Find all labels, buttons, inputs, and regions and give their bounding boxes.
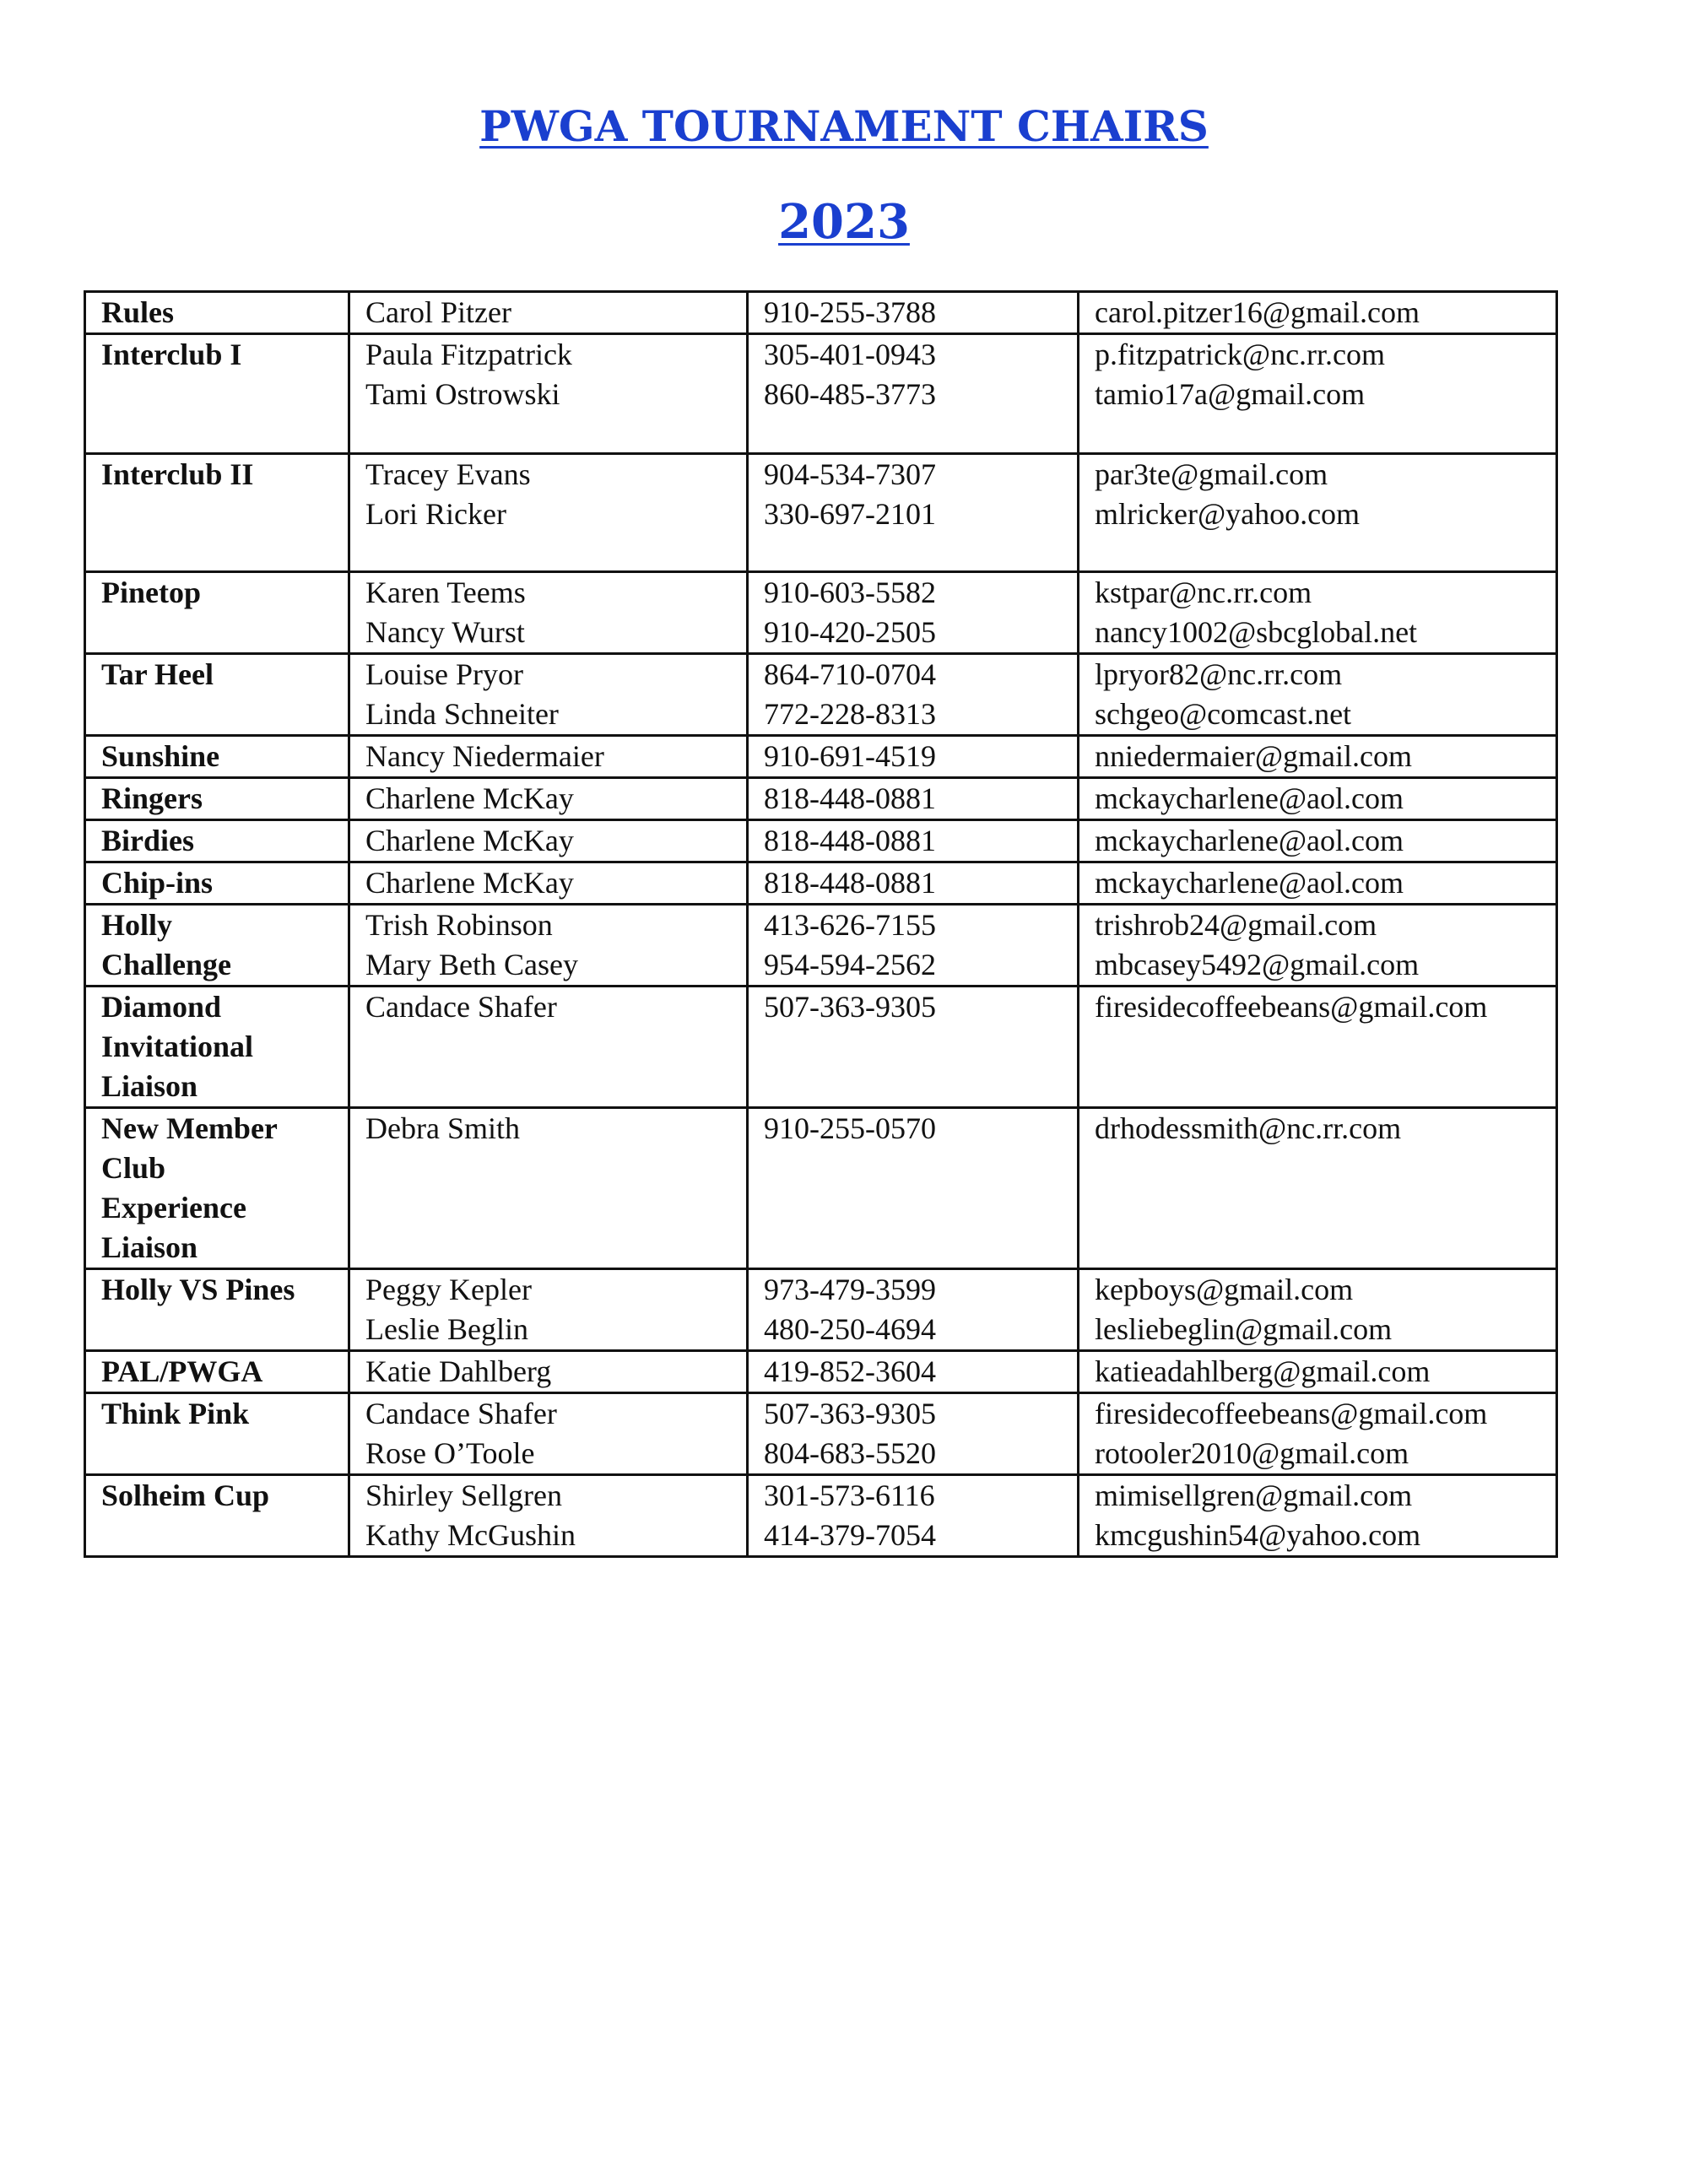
chair-name: Charlene McKay xyxy=(365,781,574,815)
category-line: Rules xyxy=(101,295,175,329)
phone-cell xyxy=(748,905,1079,987)
email-address: trishrob24@gmail.com xyxy=(1095,908,1377,942)
chair-name: Shirley Sellgren xyxy=(365,1479,562,1512)
name-cell xyxy=(349,1351,748,1393)
category-cell xyxy=(85,820,349,862)
table-row xyxy=(85,1393,1557,1475)
phone-number: 804-683-5520 xyxy=(764,1436,936,1470)
chair-name: Peggy Kepler xyxy=(365,1273,532,1306)
chair-name: Nancy Wurst xyxy=(365,615,525,649)
email-address: mlricker@yahoo.com xyxy=(1095,497,1361,531)
name-cell xyxy=(349,1475,748,1557)
category-cell xyxy=(85,292,349,334)
category-line: Chip-ins xyxy=(101,866,214,900)
table-row xyxy=(85,334,1557,454)
category-line: Interclub I xyxy=(101,338,242,371)
name-cell xyxy=(349,572,748,654)
phone-number: 910-691-4519 xyxy=(764,739,936,773)
table-row xyxy=(85,292,1557,334)
phone-number: 772-228-8313 xyxy=(764,697,936,731)
email-address: mckaycharlene@aol.com xyxy=(1095,781,1404,815)
chair-name: Mary Beth Casey xyxy=(365,948,578,981)
email-address: lesliebeglin@gmail.com xyxy=(1095,1312,1393,1346)
phone-number: 954-594-2562 xyxy=(764,948,936,981)
phone-number: 419-852-3604 xyxy=(764,1354,936,1388)
table-row xyxy=(85,862,1557,905)
category-line: Tar Heel xyxy=(101,657,214,691)
phone-number: 910-603-5582 xyxy=(764,576,936,609)
email-cell xyxy=(1079,778,1557,820)
phone-number: 910-255-0570 xyxy=(764,1111,936,1145)
category-line: Challenge xyxy=(101,948,232,981)
category-line: Holly VS Pines xyxy=(101,1273,295,1306)
category-line: Holly xyxy=(101,908,173,942)
category-line: Club xyxy=(101,1151,166,1185)
chair-name: Tracey Evans xyxy=(365,457,531,491)
phone-cell xyxy=(748,1108,1079,1269)
phone-cell xyxy=(748,1475,1079,1557)
name-cell xyxy=(349,454,748,572)
chair-name: Debra Smith xyxy=(365,1111,520,1145)
category-cell xyxy=(85,736,349,778)
category-cell xyxy=(85,1393,349,1475)
phone-cell xyxy=(748,334,1079,454)
table-row xyxy=(85,454,1557,572)
phone-number: 413-626-7155 xyxy=(764,908,936,942)
name-cell xyxy=(349,987,748,1108)
phone-number: 414-379-7054 xyxy=(764,1518,936,1552)
chair-name: Karen Teems xyxy=(365,576,526,609)
phone-cell xyxy=(748,778,1079,820)
phone-cell xyxy=(748,292,1079,334)
email-address: firesidecoffeebeans@gmail.com xyxy=(1095,990,1488,1024)
name-cell xyxy=(349,905,748,987)
phone-number: 973-479-3599 xyxy=(764,1273,936,1306)
category-line: Think Pink xyxy=(101,1397,250,1430)
category-line: Pinetop xyxy=(101,576,202,609)
page-subtitle-year: 2023 xyxy=(778,194,910,250)
email-address: drhodessmith@nc.rr.com xyxy=(1095,1111,1402,1145)
table-row xyxy=(85,905,1557,987)
phone-cell xyxy=(748,1393,1079,1475)
email-address: mimisellgren@gmail.com xyxy=(1095,1479,1413,1512)
phone-number: 860-485-3773 xyxy=(764,377,936,411)
phone-number: 301-573-6116 xyxy=(764,1479,935,1512)
chair-name: Nancy Niedermaier xyxy=(365,739,604,773)
category-cell xyxy=(85,654,349,736)
name-cell xyxy=(349,1393,748,1475)
table-row xyxy=(85,987,1557,1108)
phone-number: 305-401-0943 xyxy=(764,338,936,371)
chair-name: Charlene McKay xyxy=(365,824,574,857)
phone-number: 910-420-2505 xyxy=(764,615,936,649)
name-cell xyxy=(349,1108,748,1269)
category-line: PAL/PWGA xyxy=(101,1354,263,1388)
table-row xyxy=(85,1108,1557,1269)
phone-cell xyxy=(748,1269,1079,1351)
chair-name: Tami Ostrowski xyxy=(365,377,560,411)
table-row xyxy=(85,778,1557,820)
email-address: mckaycharlene@aol.com xyxy=(1095,824,1404,857)
name-cell xyxy=(349,820,748,862)
email-cell xyxy=(1079,1269,1557,1351)
phone-cell xyxy=(748,1351,1079,1393)
category-line: Diamond xyxy=(101,990,222,1024)
phone-number: 480-250-4694 xyxy=(764,1312,936,1346)
email-address: mckaycharlene@aol.com xyxy=(1095,866,1404,900)
phone-number: 507-363-9305 xyxy=(764,1397,936,1430)
email-address: p.fitzpatrick@nc.rr.com xyxy=(1095,338,1386,371)
table-row xyxy=(85,1269,1557,1351)
phone-number: 507-363-9305 xyxy=(764,990,936,1024)
name-cell xyxy=(349,1269,748,1351)
email-address: kmcgushin54@yahoo.com xyxy=(1095,1518,1421,1552)
email-cell xyxy=(1079,454,1557,572)
name-cell xyxy=(349,654,748,736)
chair-name: Charlene McKay xyxy=(365,866,574,900)
email-address: rotooler2010@gmail.com xyxy=(1095,1436,1409,1470)
category-cell xyxy=(85,334,349,454)
category-cell xyxy=(85,987,349,1108)
category-cell xyxy=(85,862,349,905)
category-line: Invitational xyxy=(101,1030,254,1063)
category-line: Liaison xyxy=(101,1230,198,1264)
page-title: PWGA TOURNAMENT CHAIRS xyxy=(479,101,1209,151)
email-address: nniedermaier@gmail.com xyxy=(1095,739,1413,773)
email-cell xyxy=(1079,1351,1557,1393)
email-cell xyxy=(1079,1393,1557,1475)
table-row xyxy=(85,1351,1557,1393)
chair-name: Carol Pitzer xyxy=(365,295,511,329)
category-cell xyxy=(85,454,349,572)
email-cell xyxy=(1079,1108,1557,1269)
email-address: kstpar@nc.rr.com xyxy=(1095,576,1312,609)
table-row xyxy=(85,736,1557,778)
phone-cell xyxy=(748,987,1079,1108)
email-cell xyxy=(1079,905,1557,987)
category-line: Ringers xyxy=(101,781,203,815)
phone-cell xyxy=(748,572,1079,654)
chair-name: Rose O’Toole xyxy=(365,1436,535,1470)
email-address: katieadahlberg@gmail.com xyxy=(1095,1354,1431,1388)
category-line: New Member xyxy=(101,1111,278,1145)
table-row xyxy=(85,820,1557,862)
name-cell xyxy=(349,736,748,778)
chair-name: Candace Shafer xyxy=(365,1397,557,1430)
name-cell xyxy=(349,778,748,820)
table-row xyxy=(85,572,1557,654)
chair-name: Louise Pryor xyxy=(365,657,523,691)
chair-name: Kathy McGushin xyxy=(365,1518,576,1552)
email-address: firesidecoffeebeans@gmail.com xyxy=(1095,1397,1488,1430)
phone-number: 864-710-0704 xyxy=(764,657,936,691)
name-cell xyxy=(349,334,748,454)
name-cell xyxy=(349,862,748,905)
phone-cell xyxy=(748,736,1079,778)
email-cell xyxy=(1079,292,1557,334)
phone-number: 904-534-7307 xyxy=(764,457,936,491)
phone-cell xyxy=(748,862,1079,905)
chair-name: Trish Robinson xyxy=(365,908,553,942)
chair-name: Candace Shafer xyxy=(365,990,557,1024)
category-cell xyxy=(85,572,349,654)
email-cell xyxy=(1079,820,1557,862)
phone-cell xyxy=(748,654,1079,736)
category-line: Interclub II xyxy=(101,457,254,491)
category-line: Birdies xyxy=(101,824,195,857)
email-cell xyxy=(1079,334,1557,454)
phone-number: 818-448-0881 xyxy=(764,866,936,900)
email-cell xyxy=(1079,987,1557,1108)
table-row xyxy=(85,1475,1557,1557)
chair-name: Leslie Beglin xyxy=(365,1312,528,1346)
email-address: tamio17a@gmail.com xyxy=(1095,377,1366,411)
phone-number: 818-448-0881 xyxy=(764,781,936,815)
email-cell xyxy=(1079,572,1557,654)
email-address: carol.pitzer16@gmail.com xyxy=(1095,295,1420,329)
category-cell xyxy=(85,1351,349,1393)
category-cell xyxy=(85,905,349,987)
category-line: Liaison xyxy=(101,1069,198,1103)
email-address: schgeo@comcast.net xyxy=(1095,697,1352,731)
email-address: lpryor82@nc.rr.com xyxy=(1095,657,1343,691)
table-row xyxy=(85,654,1557,736)
chair-name: Linda Schneiter xyxy=(365,697,559,731)
email-cell xyxy=(1079,862,1557,905)
phone-cell xyxy=(748,454,1079,572)
chair-name: Paula Fitzpatrick xyxy=(365,338,572,371)
category-line: Experience xyxy=(101,1191,246,1224)
category-line: Sunshine xyxy=(101,739,220,773)
email-cell xyxy=(1079,654,1557,736)
category-cell xyxy=(85,1269,349,1351)
phone-number: 330-697-2101 xyxy=(764,497,936,531)
category-cell xyxy=(85,1108,349,1269)
phone-number: 818-448-0881 xyxy=(764,824,936,857)
category-cell xyxy=(85,778,349,820)
email-cell xyxy=(1079,736,1557,778)
email-address: par3te@gmail.com xyxy=(1095,457,1328,491)
email-address: nancy1002@sbcglobal.net xyxy=(1095,615,1418,649)
email-cell xyxy=(1079,1475,1557,1557)
phone-cell xyxy=(748,820,1079,862)
tournament-chairs-table xyxy=(84,290,1558,1558)
name-cell xyxy=(349,292,748,334)
email-address: mbcasey5492@gmail.com xyxy=(1095,948,1420,981)
phone-number: 910-255-3788 xyxy=(764,295,936,329)
category-cell xyxy=(85,1475,349,1557)
chair-name: Katie Dahlberg xyxy=(365,1354,552,1388)
category-line: Solheim Cup xyxy=(101,1479,270,1512)
chair-name: Lori Ricker xyxy=(365,497,506,531)
email-address: kepboys@gmail.com xyxy=(1095,1273,1354,1306)
